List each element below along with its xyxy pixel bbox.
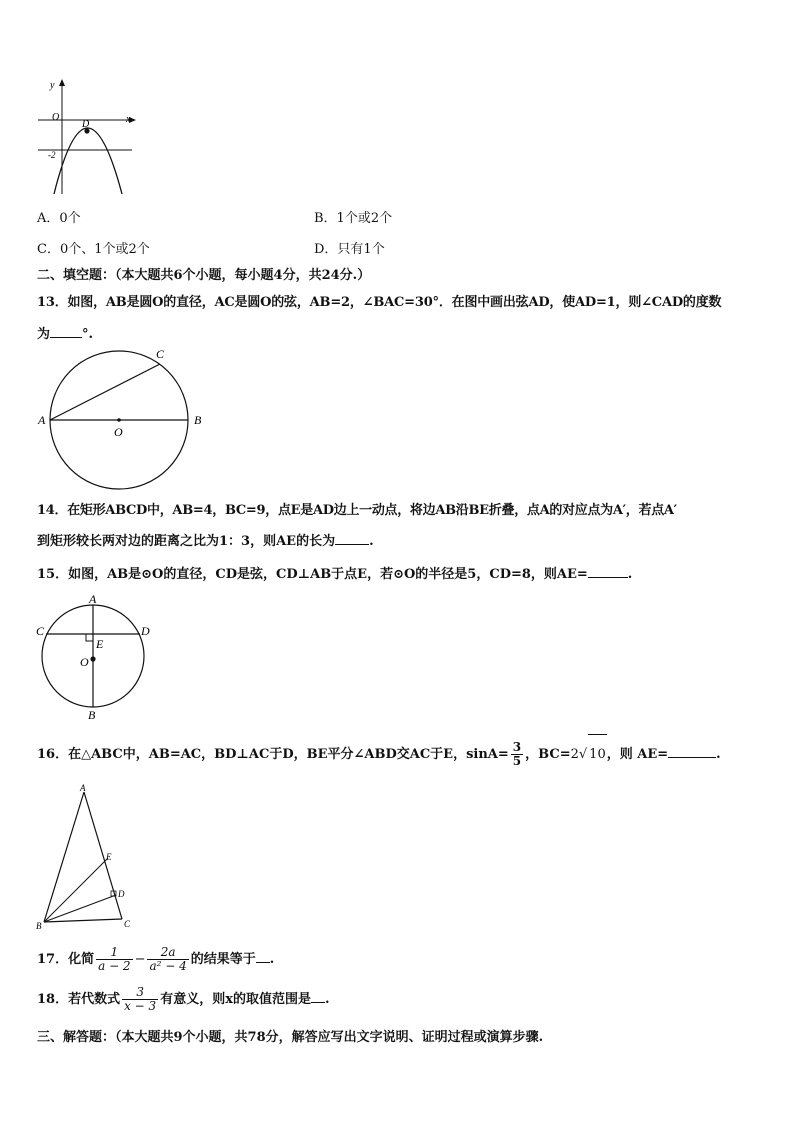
point-d-label: D <box>141 624 150 638</box>
point-b-label: B <box>194 413 202 427</box>
q13-line2-pre: 为 <box>37 327 51 342</box>
answer-blank-15 <box>588 564 628 578</box>
q18-pre: 18．若代数式 <box>37 992 121 1007</box>
section-three-heading: 三、解答题：（本大题共9个小题，共78分，解答应写出文字说明、证明过程或演算步骤. <box>37 1030 544 1045</box>
answer-blank-17 <box>256 949 270 963</box>
q17-end: . <box>269 952 275 967</box>
bc-radicand: 10 <box>588 734 607 775</box>
fraction-q18-numerator: 3 <box>122 986 158 1000</box>
answer-blank-13 <box>50 324 82 338</box>
q17-post: 的结果等于 <box>190 952 256 967</box>
q13-line2-post: °. <box>82 327 94 342</box>
q14-line2 <box>37 530 374 549</box>
fraction-two-denominator: a² − 4 <box>149 959 187 973</box>
fraction-q18-denominator: x − 3 <box>124 999 157 1013</box>
point-b-label: B <box>36 921 42 931</box>
q14-line2-pre: 到矩形较长两对边的距离之比为1：3，则AE的长为 <box>37 534 336 549</box>
q16-post: ，则 AE= <box>606 747 669 762</box>
option-c: C．0个、1个或2个 <box>37 242 150 257</box>
minus-two-label: -2 <box>48 150 56 160</box>
section-two-heading: 二、填空题：（本大题共6个小题，每小题4分，共24分.） <box>37 268 371 283</box>
circle-figure-15 <box>32 590 162 722</box>
fraction-one-denominator: a − 2 <box>98 959 131 973</box>
q15-text: 15．如图，AB是⊙O的直径，CD是弦，CD⊥AB于点E，若⊙O的半径是5，CD=8，则AE= <box>37 567 588 582</box>
answer-blank-16 <box>668 744 716 758</box>
center-o-label: O <box>80 655 89 669</box>
bc-coefficient: 2 <box>570 747 579 762</box>
option-d: D．只有1个 <box>314 242 385 257</box>
option-a: A．0个 <box>37 211 81 226</box>
point-a-label: A <box>89 592 97 606</box>
parabola-figure <box>36 76 140 196</box>
q15-line <box>37 563 632 582</box>
q17-line <box>37 940 274 980</box>
q16-end: . <box>716 747 721 762</box>
q18-line <box>37 980 329 1020</box>
fraction-two-numerator: 2a <box>147 946 188 960</box>
point-d-label: D <box>82 119 90 130</box>
fraction-one <box>96 946 132 973</box>
fraction-one-numerator: 1 <box>96 946 132 960</box>
circle-figure-13 <box>32 342 212 492</box>
answer-blank-14 <box>335 531 369 545</box>
point-c-label: C <box>156 347 165 361</box>
q14-line2-post: . <box>369 534 374 549</box>
point-a-label: A <box>38 413 46 427</box>
triangle-figure-16 <box>34 782 144 932</box>
origin-label: O <box>52 112 60 123</box>
sin-denominator: 5 <box>512 754 522 768</box>
sin-numerator: 3 <box>512 740 522 754</box>
sin-fraction <box>511 741 523 768</box>
bc-value: 2√ 10 <box>571 747 607 762</box>
q13-line2 <box>37 323 93 342</box>
axis-y-label: y <box>50 80 55 91</box>
q16-pre: 16．在△ABC中，AB=AC，BD⊥AC于D，BE平分∠ABD交AC于E，sinA= <box>37 747 509 762</box>
q14-line1: 14．在矩形ABCD中，AB=4，BC=9，点E是AD边上一动点，将边AB沿BE折叠，点A的对应点为A′，若点A′ <box>37 503 677 518</box>
point-c-label: C <box>36 624 45 638</box>
fraction-two <box>147 946 188 973</box>
answer-blank-18 <box>311 989 325 1003</box>
fraction-q18 <box>122 986 158 1013</box>
center-o-label: O <box>114 425 123 439</box>
point-e-label: E <box>96 637 104 651</box>
q18-end: . <box>324 992 330 1007</box>
point-e-label: E <box>106 852 112 862</box>
q16-mid: ，BC= <box>525 747 571 762</box>
minus-sign: − <box>134 952 146 967</box>
q18-post: 有意义，则x的取值范围是 <box>160 992 311 1007</box>
point-a-label: A <box>80 783 86 793</box>
q17-pre: 17．化简 <box>37 952 95 967</box>
q13-line1: 13．如图，AB是圆O的直径，AC是圆O的弦，AB=2，∠BAC=30°．在图中画出弦AD，使AD=1，则∠CAD的度数 <box>37 295 722 310</box>
option-b: B．1个或2个 <box>314 211 393 226</box>
point-c-label: C <box>124 919 131 929</box>
point-b-label: B <box>88 708 96 722</box>
point-d-label: D <box>118 889 125 899</box>
axis-x-label: x <box>126 114 131 125</box>
q15-post: . <box>627 567 633 582</box>
q16-line <box>37 734 721 774</box>
